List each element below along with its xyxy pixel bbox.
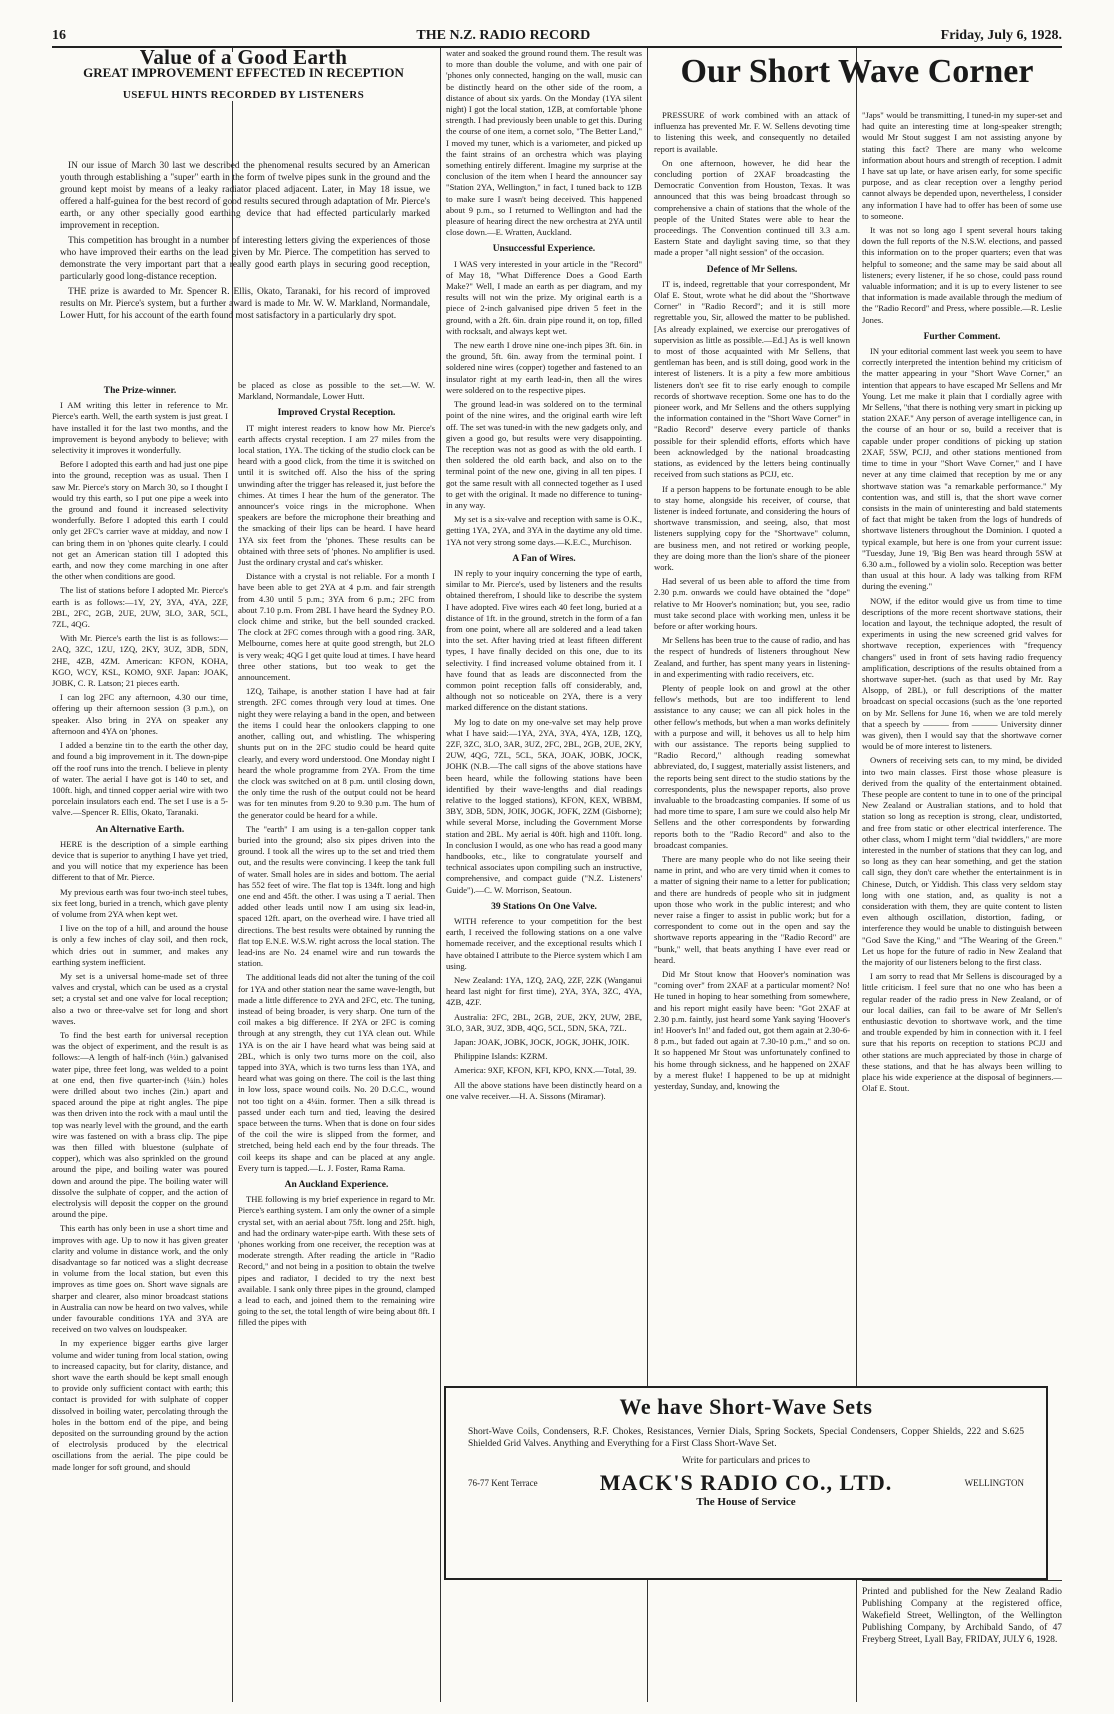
paragraph: Plenty of people look on and growl at the other fellow's methods, but are too indifferent to lend assistance to any cause; we can all pick holes in the other fellow's methods, but when a man works definitely with a purpose and will, it behoves us all to help him with our assistance. The reports being supplied to "Radio Record," although reading somewhat abbreviated, do, I suggest, materially assist listeners, and the reports being sent direct to the studio stations by the correspondents, plus the newspaper reports, also prove invaluable to the broadcasting companies. If some of us had more time to spare, I am sure we could also help Mr Sellens and the other correspondents by forwarding reports both to the "Radio Record" and also to the broadcast companies. bbox=[654, 682, 850, 850]
ad-body: Short-Wave Coils, Condensers, R.F. Chokes, Resistances, Vernier Dials, Spring Sockets, Special Condensers, Copper Shields, 222 and S.625 Shielded Grid Valves. Anything and Everything for a First Class Short-Wave Set. bbox=[468, 1427, 1024, 1449]
page-number: 16 bbox=[52, 28, 66, 43]
section-heading: Unsuccessful Experience. bbox=[492, 244, 596, 255]
article-subtitle: GREAT IMPROVEMENT EFFECTED IN RECEPTION bbox=[83, 65, 404, 81]
publication-title: THE N.Z. RADIO RECORD bbox=[416, 28, 591, 43]
section-heading: A Fan of Wires. bbox=[512, 553, 576, 564]
paragraph: Japan: JOAK, JOBK, JOCK, JOGK, JOHK, JOIK. bbox=[454, 1037, 630, 1048]
paragraph: water and soaked the ground round them. The result was to more than double the volume, and with one pair of 'phones only connected, hanging on the wall, music can be distinctly heard on the other side of the room, a distance of about six yards. On the Monday (1YA silent night) I got the local station, 1ZB, at comfortable 'phone strength. I had previously been unable to get this. During the course of one item, a cornet solo, "The Better Land," I moved my tuner, which is a variometer, and picked up the faint strains of an orchestra which was playing something entirely different. Imagine my surprise at the conclusion of the item when I heard the announcer say "Station 2YA, Wellington," in fact, I tuned back to 1ZB to make sure I wasn't being deceived. This happened about 9 p.m., so I returned to Wellington and had the pleasure of hearing direct the new orchestra at 2YA until close down.—E. Wratten, Auckland. bbox=[446, 48, 642, 238]
paragraph: It was not so long ago I spent several hours taking down the full reports of the N.S.W. elections, and passed this information on to the proper quarters; even that was helpful to someone; and the same may be said about all listeners; every listener, if he so chose, could pass round valuable information; and it is up to every listener to see that information is made available through the medium of the "Radio Record" and Press, where possible.—R. Leslie Jones. bbox=[862, 225, 1062, 325]
column-1-body bbox=[52, 380, 228, 1704]
section-heading: Improved Crystal Reception. bbox=[277, 408, 396, 419]
paragraph: Mr Sellens has been true to the cause of radio, and has the respect of hundreds of listeners throughout New Zealand, and further, has spent many years in listening-in and experimenting with radio receivers, etc. bbox=[654, 635, 850, 679]
paragraph: 1ZQ, Taihape, is another station I have had at fair strength. 2FC comes through very loud at times. One night they were relaying a band in the open, and between the items I could hear the onlookers clapping to one another, calling out, and whistling. The whispering shunts put on in the 2FC studio could be heard quite clearly, and every word understood. One Monday night I heard the whole programme from 2YA. From the time the clock was switched on at 8 p.m. until closing down, the only time the rush of the output could not be heard was for ten minutes from 9.20 to 9.30 p.m. The hum of the generator could be heard for a while. bbox=[238, 686, 435, 820]
paragraph: With Mr. Pierce's earth the list is as follows:—2AQ, 3ZC, 1ZU, 1ZQ, 2KY, 3UZ, 3DB, 5DN, 2HE, 4ZB, 4ZM. American: KFON, KOHA, KGO, WCY, KSL, KOMO, 9XF. Japan: JOAK, JOBK, C. R. Latson; 21 pieces earth. bbox=[52, 633, 228, 689]
intro-paragraph: This competition has brought in a number of interesting letters giving the experiences of those who have improved their earths on the lead given by Mr. Pierce. The competition has served to demonstrate the very important part that a really good earth plays in securing good reception, particularly good long-distance reception. bbox=[60, 236, 430, 282]
ad-city: WELLINGTON bbox=[964, 1478, 1024, 1488]
paragraph: IT might interest readers to know how Mr. Pierce's earth affects crystal reception. I am 27 miles from the local station, 1YA. The ticking of the studio clock can be heard with a good click, from the time it is switched on until it is switched off. Also the hiss of the spring unwinding after the trigger has released it, just before the chimes. At times I hear the hum of the generator. The announcer's voice rings in the microphone. When speakers are before the microphone their breathing and the smacking of their lips can be heard. I have heard 1YA six feet from the 'phones. These results can be obtained with three sets of 'phones. No amplifier is used. Just the ordinary crystal and cat's whisker. bbox=[238, 422, 435, 568]
issue-date: Friday, July 6, 1928. bbox=[940, 28, 1062, 43]
paragraph: My previous earth was four two-inch steel tubes, six feet long, buried in a trench, which gave plenty of volume from 2YA when kept wet. bbox=[52, 886, 229, 919]
paragraph: THE following is my brief experience in regard to Mr. Pierce's earthing system. I am only the owner of a simple crystal set, with an aerial about 75ft. long and 25ft. high, and had the ordinary water-pipe earth. With these sets of 'phones working from one receiver, the reception was at moderate strength. After reading the article in "Radio Record," and not being in a position to obtain the twelve pipes and radiator, I decided to try the next best available. I sank only three pipes in the ground, clamped a lead to each, and joined them to the remaining wire going to the set, the total length of wire being about 8ft. I filled the pipes with bbox=[238, 1194, 435, 1328]
paragraph: Had several of us been able to afford the time from 2.30 p.m. onwards we could have obtained the "dope" relative to Mr Hoover's nomination; but, you see, radio must take second place with working men, unless it be before or after working hours. bbox=[654, 576, 850, 631]
paragraph: "Japs" would be transmitting, I tuned-in my super-set and had quite an interesting time at long-speaker strength; would Mr Stout suggest I am not assisting anyone by stating this fact? There are many who welcome information about hours and strength of reception. I admit I have sat up late, or have arisen early, for some specific purpose, and as clear reception over a lengthy period cannot always be depended upon, nevertheless, I consider any information I have had to offer has been of some use to someone. bbox=[862, 110, 1062, 221]
column-3 bbox=[446, 48, 642, 1369]
paragraph: My set is a universal home-made set of three valves and crystal, which can be used as a crystal set; a crystal set and one valve for local reception; also a two or three-valve set for long and short waves. bbox=[52, 970, 228, 1026]
article-earth-head bbox=[52, 45, 435, 102]
ad-tagline: The House of Service bbox=[696, 1496, 796, 1508]
paragraph: The additional leads did not alter the tuning of the coil for 1YA and other station near the same wave-length, but made a little difference to 2YA and 2FC, etc. The tuning, instead of being broader, is very sharp. One turn of the coil makes a big difference. If 2YA or 2FC is coming through at any strength, they cut 1YA clean out. While 1YA is on the air I have heard what was being said at 2BL, which is only two turns more on the coil, also tapped into 3YA, which is two turns less than 1YA, and heard what was going on there. The coil is the last thing in low loss, space wound coils. No. 20 D.C.C., wound not too tight on a 4¼in. former. Then a silk thread is passed under each turn and tied, leaving the desired space between the turns. When that is done on four sides of the coil the wire is slipped from the former, and stretched, being held each end by the four threads. The coil keeps its shape and can be placed at any angle. Every turn is tapped.—L. J. Foster, Rama Rama. bbox=[238, 972, 435, 1173]
paragraph: I WAS very interested in your article in the "Record" of May 18, "What Difference Does a Good Earth Make?" Well, I made an earth as per diagram, and my results will not win the prize. My original earth is a piece of 2-inch galvanised pipe driven 5 feet in the ground, with a 2ft. 6in. drain pipe round it, on top, filled with rocksalt, and always kept wet. bbox=[446, 258, 642, 336]
paragraph: IT is, indeed, regrettable that your correspondent, Mr Olaf E. Stout, wrote what he did about the "Shortwave Corner" in "Radio Record"; and it is still more regrettable you, Sir, allowed the matter to be published. [As already explained, we exercise our prerogatives of supervision as little as possible.—Ed.] As is well known to most of those acquainted with Mr Sellens, that gentleman has been, and is still doing, good work in the interest of listeners. It is a pity a few more ambitious listeners don't see fit to rise early enough to compile records of shortwave reception. Some one has to do the pioneer work, and Mr Sellens and the others supplying the information contained in the "Short Wave Corner" in "Radio Record" deserve every particle of thanks possible for their splendid efforts, efforts which have been acknowledged by the national broadcasting stations, as evidenced by the letters being continually received from such stations as PCJJ, etc. bbox=[654, 278, 850, 480]
ad-headline: We have Short-Wave Sets bbox=[619, 1394, 873, 1419]
intro-paragraph: IN our issue of March 30 last we described the phenomenal results secured by an American youth through establishing a "super" earth in the form of twelve pipes sunk in the ground and the ground kept moist by means of a leaky radiator placed adjacent. Later, in May 18 issue, we offered a half-guinea for the best record of good results secured through adaptation of Mr. Pierce's earth, or any other specially good earthing device that had effected particularly marked improvement in reception. bbox=[60, 161, 430, 231]
advertisement bbox=[444, 1386, 1048, 1580]
paragraph: HERE is the description of a simple earthing device that is superior to anything I have yet tried, and you will notice that my experience has been different to that of Mr. Pierce. bbox=[52, 838, 228, 883]
paragraph: On one afternoon, however, he did hear the concluding portion of 2XAF broadcasting the Democratic Convention from Houston, Texas. It was announced that this was being broadcast through so comprehensive a chain of stations that the whole of the people of the United States were able to hear the proceedings. The Convention continued till 3.3 a.m. Eastern State and daylight saving time, so that they made a proper "all night session" of the occasion. bbox=[654, 157, 850, 258]
paragraph: I can log 2FC any afternoon, 4.30 our time, offering up their afternoon session (3 p.m.), on speaker. Also bring in 2YA on speaker any afternoon and 4YA on 'phones. bbox=[52, 692, 228, 736]
paragraph: Did Mr Stout know that Hoover's nomination was "coming over" from 2XAF at a particular moment? No! He tuned in hoping to hear something from somewhere, and his report might easily have been: "Got 2XAF at 2.30 p.m. faintly, just heard some Yank saying 'Hoover's in! Hoover's In!' and faded out, got them again at 2.30-6-8 p.m., but faded out again at 7.30-10 p.m.," and so on. It so happened Mr Stout was unfortunately confined to his home through sickness, and he happened on 2XAF by a merest fluke! I happened to be up at midnight yesterday, Sunday, and, knowing the bbox=[654, 969, 850, 1092]
paragraph: To find the best earth for universal reception was the object of experiment, and the result is as follows:—A length of half-inch (½in.) galvanised water pipe, three feet long, was welded to a point at one end, then five quarter-inch (¼in.) holes were drilled about two inches (2in.) apart and spaced around the pipe at right angles. The pipe was then driven into the rock with a maul until the top was nearly level with the ground, and the earth wire was fastened on with a brass clip. The pipe was then filled with bluestone (sulphate of copper), which was also sprinkled on the ground around the pipe, and boiling water was poured down and around the pipe. The boiling water will dissolve the sulphate of copper, and the action of electrolysis will deposit the copper on the ground around the pipe. bbox=[52, 1029, 228, 1220]
paragraph: America: 9XF, KFON, KFI, KPO, KNX.—Total, 39. bbox=[454, 1065, 637, 1076]
column-4 bbox=[654, 110, 850, 1369]
imprint-text: Printed and published for the New Zealand Radio Publishing Company at the registered office, Wakefield Street, Wellington, of the Wellington Publishing Company, by Archibald Sando, of 47 Freyberg Street, Lyall Bay, FRIDAY, JULY 6, 1928. bbox=[862, 1587, 1062, 1645]
paragraph: The list of stations before I adopted Mr. Pierce's earth is as follows:—1Y, 2Y, 3YA, 4YA, 2ZF, 2BL, 2FC, 2GB, 2UE, 2UW, 3LO, 3AR, 5CL, 7ZL, 4QG. bbox=[52, 585, 228, 630]
paragraph: New Zealand: 1YA, 1ZQ, 2AQ, 2ZF, 2ZK (Wanganui heard last night for first time), 2YA, 3YA, 3ZC, 4YA, 4ZB, 4ZF. bbox=[446, 975, 642, 1008]
ad-company: MACK'S RADIO CO., LTD. bbox=[599, 1470, 893, 1495]
paragraph: Before I adopted this earth and had just one pipe into the ground, reception was as usual. Then I saw Mr. Pierce's story on March 30, so I thought I would try this earth, so I put one pipe a week into the ground and found it increased selectivity wonderfully. Before I adopted this earth I could only get 2FC's carrier wave at midday, and now I can bring them in on 'phones quite clearly. I could not get an American station till I adopted this earth, and now they come marching in one after the other when conditions are good. bbox=[52, 459, 228, 582]
paragraph: I AM writing this letter in reference to Mr. Pierce's earth. Well, the earth system is just great. I have installed it for the last two months, and the improvement is beyond anybody to believe; with selectivity it improves it wonderfully. bbox=[52, 400, 228, 456]
paragraph: Philippine Islands: KZRM. bbox=[454, 1051, 548, 1062]
paragraph: be placed as close as possible to the set.—W. W. Markland, Normandale, Lower Hutt. bbox=[238, 380, 435, 402]
paragraph: If a person happens to be fortunate enough to be able to stay home, alongside his receiver, of course, that listener is indeed fortunate, and considering the hours of shortwave transmission, and seeing, also, that most listeners supplying copy for the "Shortwave" column, are business men, and not retired or working people, they are doing more than the lion's share of the pioneer work. bbox=[654, 483, 850, 572]
paragraph: IN your editorial comment last week you seem to have correctly interpreted the intention behind my criticism of the matter appearing in your "Short Wave Corner," an intention that appears to have escaped Mr Sellens and Mr Young. Let me make it plain that I cordially agree with Mr Sellens, "that there is nothing very smart in picking up station 2XAF." Any person of average intelligence can, in the course of an hour or so, build a receiver that is capable under proper conditions of picking up station 2XAF, 5SW, PCJJ, and other stations mentioned from time to time in your "Short Wave Corner," and I have never at any time claimed that reception by me or any shortwave station was "a remarkable performance." My contention was, and still is, that the short wave corner consists in the main of uninteresting and bald statements of fact that might be taken from the logs of hundreds of shortwave listeners throughout the Dominion. I quoted a typical example, but here is one from your current issue: "Tuesday, June 19, 'Big Ben was heard through 5SW at 6.30 a.m., followed by a violin solo. Reception was better than usual at this hour. A lady was talking from RFM during the evening." bbox=[862, 346, 1062, 592]
ad-write: Write for particulars and prices to bbox=[681, 1456, 811, 1466]
paragraph: There are many people who do not like seeing their name in print, and who are very timid when it comes to a matter of signing their name to a letter for publication; and there are hundreds of people who sit in judgment upon those who work in the public interest; and who never raise a finger to assist in public work; but for a correspondent to come out in the open and say the shortwave reports appearing in the "Radio Record" are "bunk," well, that beats anything I have ever read or heard. bbox=[654, 854, 850, 965]
section-heading: An Auckland Experience. bbox=[284, 1180, 389, 1191]
article-subtitle-2: USEFUL HINTS RECORDED BY LISTENERS bbox=[122, 89, 365, 102]
section-heading: 39 Stations On One Valve. bbox=[491, 901, 597, 912]
section-heading: An Alternative Earth. bbox=[95, 824, 185, 835]
paragraph: The "earth" I am using is a ten-gallon copper tank buried into the ground; also six pipes driven into the ground. I took all the wires up to the set and tried them out, and the results were convincing. I keep the tank full of water. Small holes are in sides and bottom. The aerial has 552 feet of wire. The flat top is 134ft. long and high one end and 45ft. the other. I was using a T aerial. Then added other leads until now I am using six lead-in, spaced 12ft. apart, on the overhead wire. I have tried all directions. The best results were obtained by running the flat top E.N.E. W.S.W. right across the local station. The lead-ins are No. 24 enamel wire and run towards the station. bbox=[238, 823, 435, 969]
section-heading: Defence of Mr Sellens. bbox=[706, 264, 798, 275]
intro-paragraph: THE prize is awarded to Mr. Spencer R. Ellis, Okato, Taranaki, for his record of improved results on Mr. Pierce's system, but a further award is made to Mr. W. W. Markland, Normandale, Lower Hutt, for his account of the earth found most satisfactory in a particularly dry spot. bbox=[60, 287, 430, 321]
imprint bbox=[862, 1580, 1062, 1704]
article-intro bbox=[60, 160, 430, 360]
paragraph: The new earth I drove nine one-inch pipes 3ft. 6in. in the ground, 5ft. 6in. away from the terminal point. I soldered nine wires (copper) together and fastened to an insulator right at my earth lead-in, then all the wires were soldered on to the respective pipes. bbox=[446, 340, 642, 395]
paragraph: My log to date on my one-valve set may help prove what I have said:—1YA, 2YA, 3YA, 4YA, 1ZB, 1ZQ, 2ZF, 3ZC, 3LO, 3AR, 3UZ, 2FC, 2BL, 2GB, 2UE, 2KY, 2UW, 4QG, 7ZL, 5CL, 5KA, JOAK, JOBK, JOCK, JOHK (N.B.—The call signs of the above stations have been heard, while the following stations have been identified by their wave-lengths and dial readings relative to the logged stations), KFON, KEX, WBBM, 3BY, 3DB, 5DN, JOIK, JOGK, JOFK, 2ZM (Gisborne); while several Morse, including the Government Morse station and 2BL. My aerial is 40ft. high and 110ft. long. In conclusion I would, as one who has read a good many handbooks, etc., like to congratulate yourself and technical associates upon compiling such an instructive, comprehensive, and compact guide ("N.Z. Listeners' Guide").—C. W. Morrison, Seatoun. bbox=[446, 716, 642, 895]
article-title: Our Short Wave Corner bbox=[680, 53, 1034, 90]
paragraph: In my experience bigger earths give larger volume and wider tuning from local station, owing to increased capacity, but for clarity, distance, and short wave the earth should be kept small enough to provide only sufficient contact with earth; this contact is provided for with sulphate of copper dissolved in boiling water, percolating through the holes in the bottom end of the pipe, and being deposited on the surrounding ground by the action of electrolysis produced by the electrical oscillations from the aerial. The pipe could be made longer for soft ground, and should bbox=[52, 1338, 228, 1472]
paragraph: Australia: 2FC, 2BL, 2GB, 2UE, 2KY, 2UW, 2BE, 3LO, 3AR, 3UZ, 3DB, 4QG, 5CL, 5DN, 5KA, 7ZL. bbox=[446, 1011, 642, 1033]
paragraph: This earth has only been in use a short time and improves with age. Up to now it has given greater clarity and volume in distance work, and the only disadvantage so far noticed was a slight decrease in volume from the local station, but even this improves as time goes on. Short wave signals are sharper and clearer, also minor broadcast stations in Australia can now be heard on two valves, while under favourable conditions 1YA and 3YA are received on two valves on loudspeaker. bbox=[52, 1223, 228, 1335]
section-heading: The Prize-winner. bbox=[103, 386, 177, 396]
paragraph: I live on the top of a hill, and around the house is only a few inches of clay soil, and then rock, which dries out in summer, and makes any earthing system inefficient. bbox=[52, 923, 228, 967]
paragraph: My set is a six-valve and reception with same is O.K., getting 1YA, 2YA, and 3YA in the daytime any old time. 1YA not very strong some days.—K.E.C., Murchison. bbox=[446, 514, 642, 547]
paragraph: Owners of receiving sets can, to my mind, be divided into two main classes. First those whose pleasure is derived from the quality of the entertainment obtained. These people are content to tune in to one of the principal New Zealand or Australian stations, and to hold that station so long as reception is strong, clear, undistorted, and free from static or other electrical interference. The other class, whom I might term "dial twiddlers," are more interested in the number of stations that they can log, and so long as they can hear something, and get the station call sign, they don't care whether the entertainment is in Chinese, Dutch, or Yiddish. This class very seldom stay long with one station, and, as quality is not a consideration with them, they are quite content to listen even although oscillation, distortion, fading, or interference they would be unable to distinguish between "God Save the King," and "The Wearing of the Green." Let us hope for the future of radio in New Zealand that the majority of our listeners belong to the first class. bbox=[862, 755, 1062, 968]
paragraph: Distance with a crystal is not reliable. For a month I have been able to get 2YA at 4 p.m. and fair strength from 4.30 until 5 p.m.; 3YA from 6 p.m.; 2FC from about 7.10 p.m. From 2BL I have heard the Sydney P.O. clock chime and strike, but the bell sounded cracked. The clock at 2FC comes through with a good ring. 3AR, Melbourne, comes here at quite good strength, but 2LO is very weak; 4QG I get quite loud at times. I have heard three other stations, but too weak to get the announcement. bbox=[238, 571, 435, 683]
column-5 bbox=[862, 110, 1062, 1564]
paragraph: The ground lead-in was soldered on to the terminal point of the nine wires, and the original earth wire left off. The set was tuned-in with the new gadgets only, and given a good go, but results were very disappointing. The reception was not as good as with the old earth. I then soldered the old earth back, and also on to the terminal point of the new one, giving in all ten pipes. I got the same result with all connected together as I used to get with the original. It made no difference to tuning-in any way. bbox=[446, 399, 642, 510]
paragraph: NOW, if the editor would give us from time to time descriptions of the more recent shortwave stations, their location and layout, the technique adopted, the result of experiments in using the new screened grid valves for shortwave reception, experiences with "frequency changers" used in front of sets having radio frequency amplification, descriptions of the results obtained from a shortwave super-het. (such as that used by Mr. Ray Alsopp, of 2BL), or full descriptions of the matter broadcast on special occasions (such as the 'one reported on by Mr. Sellens for June 16, when we are told merely that a speech by ——— from ——— University dinner was given), then I would say that the shortwave corner would be of more interest to listeners. bbox=[862, 595, 1062, 752]
article-title: Value of a Good Earth bbox=[139, 45, 348, 69]
column-rule bbox=[440, 48, 441, 1702]
short-wave-head bbox=[652, 48, 1062, 108]
paragraph: WITH reference to your competition for the best earth, I received the following stations on a one valve homemade receiver, and the exceptional results which I have obtained I attribute to the Pierce system which I am using. bbox=[446, 916, 642, 971]
paragraph: I am sorry to read that Mr Sellens is discouraged by a little criticism. I feel sure that no one who has been a regular reader of the radio press in New Zealand, or of our local dailies, can fail to be aware of Mr Sellen's enthusiastic devotion to shortwave work, and the time and trouble expended by him in connection with it. I feel sure that his reports on reception to stations PCJJ and other stations are much appreciated by those in charge of these stations, and that he has always been willing to place his wide experience at the disposal of beginners.—Olaf E. Stout. bbox=[862, 971, 1062, 1094]
section-heading: Further Comment. bbox=[923, 331, 1001, 342]
paragraph: All the above stations have been distinctly heard on a one valve receiver.—H. A. Sissons (Miramar). bbox=[446, 1079, 642, 1101]
column-2 bbox=[238, 380, 435, 1704]
paragraph: IN reply to your inquiry concerning the type of earth, similar to Mr. Pierce's, used by listeners and the results obtained therefrom, I should like to describe the system I have adopted. Five wires each 40 feet long, buried at a distance of 1ft. in the ground, stretch in the form of a fan from one point, where all are soldered and a lead taken into the set. After having tried at least fifteen different types, I have finally decided on this one, due to its selectivity. I find increased volume obtained from it. I have found that as leads are disconnected from the common point reception falls off considerably, and, although not so noticeable on 2YA, there is a very marked difference on the distant stations. bbox=[446, 567, 642, 713]
paragraph: I added a benzine tin to the earth the other day, and found a big improvement in it. The down-pipe off the roof runs into the trench. I believe in plenty of water. The aerial I have got is 140 to set, and 100ft. high, and tinned copper aerial wire with two porcelain insulators each end. The set I use is a 5-valve.—Spencer R. Ellis, Okato, Taranaki. bbox=[52, 740, 228, 818]
paragraph: PRESSURE of work combined with an attack of influenza has prevented Mr. F. W. Sellens devoting time to listening this week, and consequently no detailed report is available. bbox=[654, 110, 850, 154]
ad-address: 76-77 Kent Terrace bbox=[468, 1478, 538, 1488]
